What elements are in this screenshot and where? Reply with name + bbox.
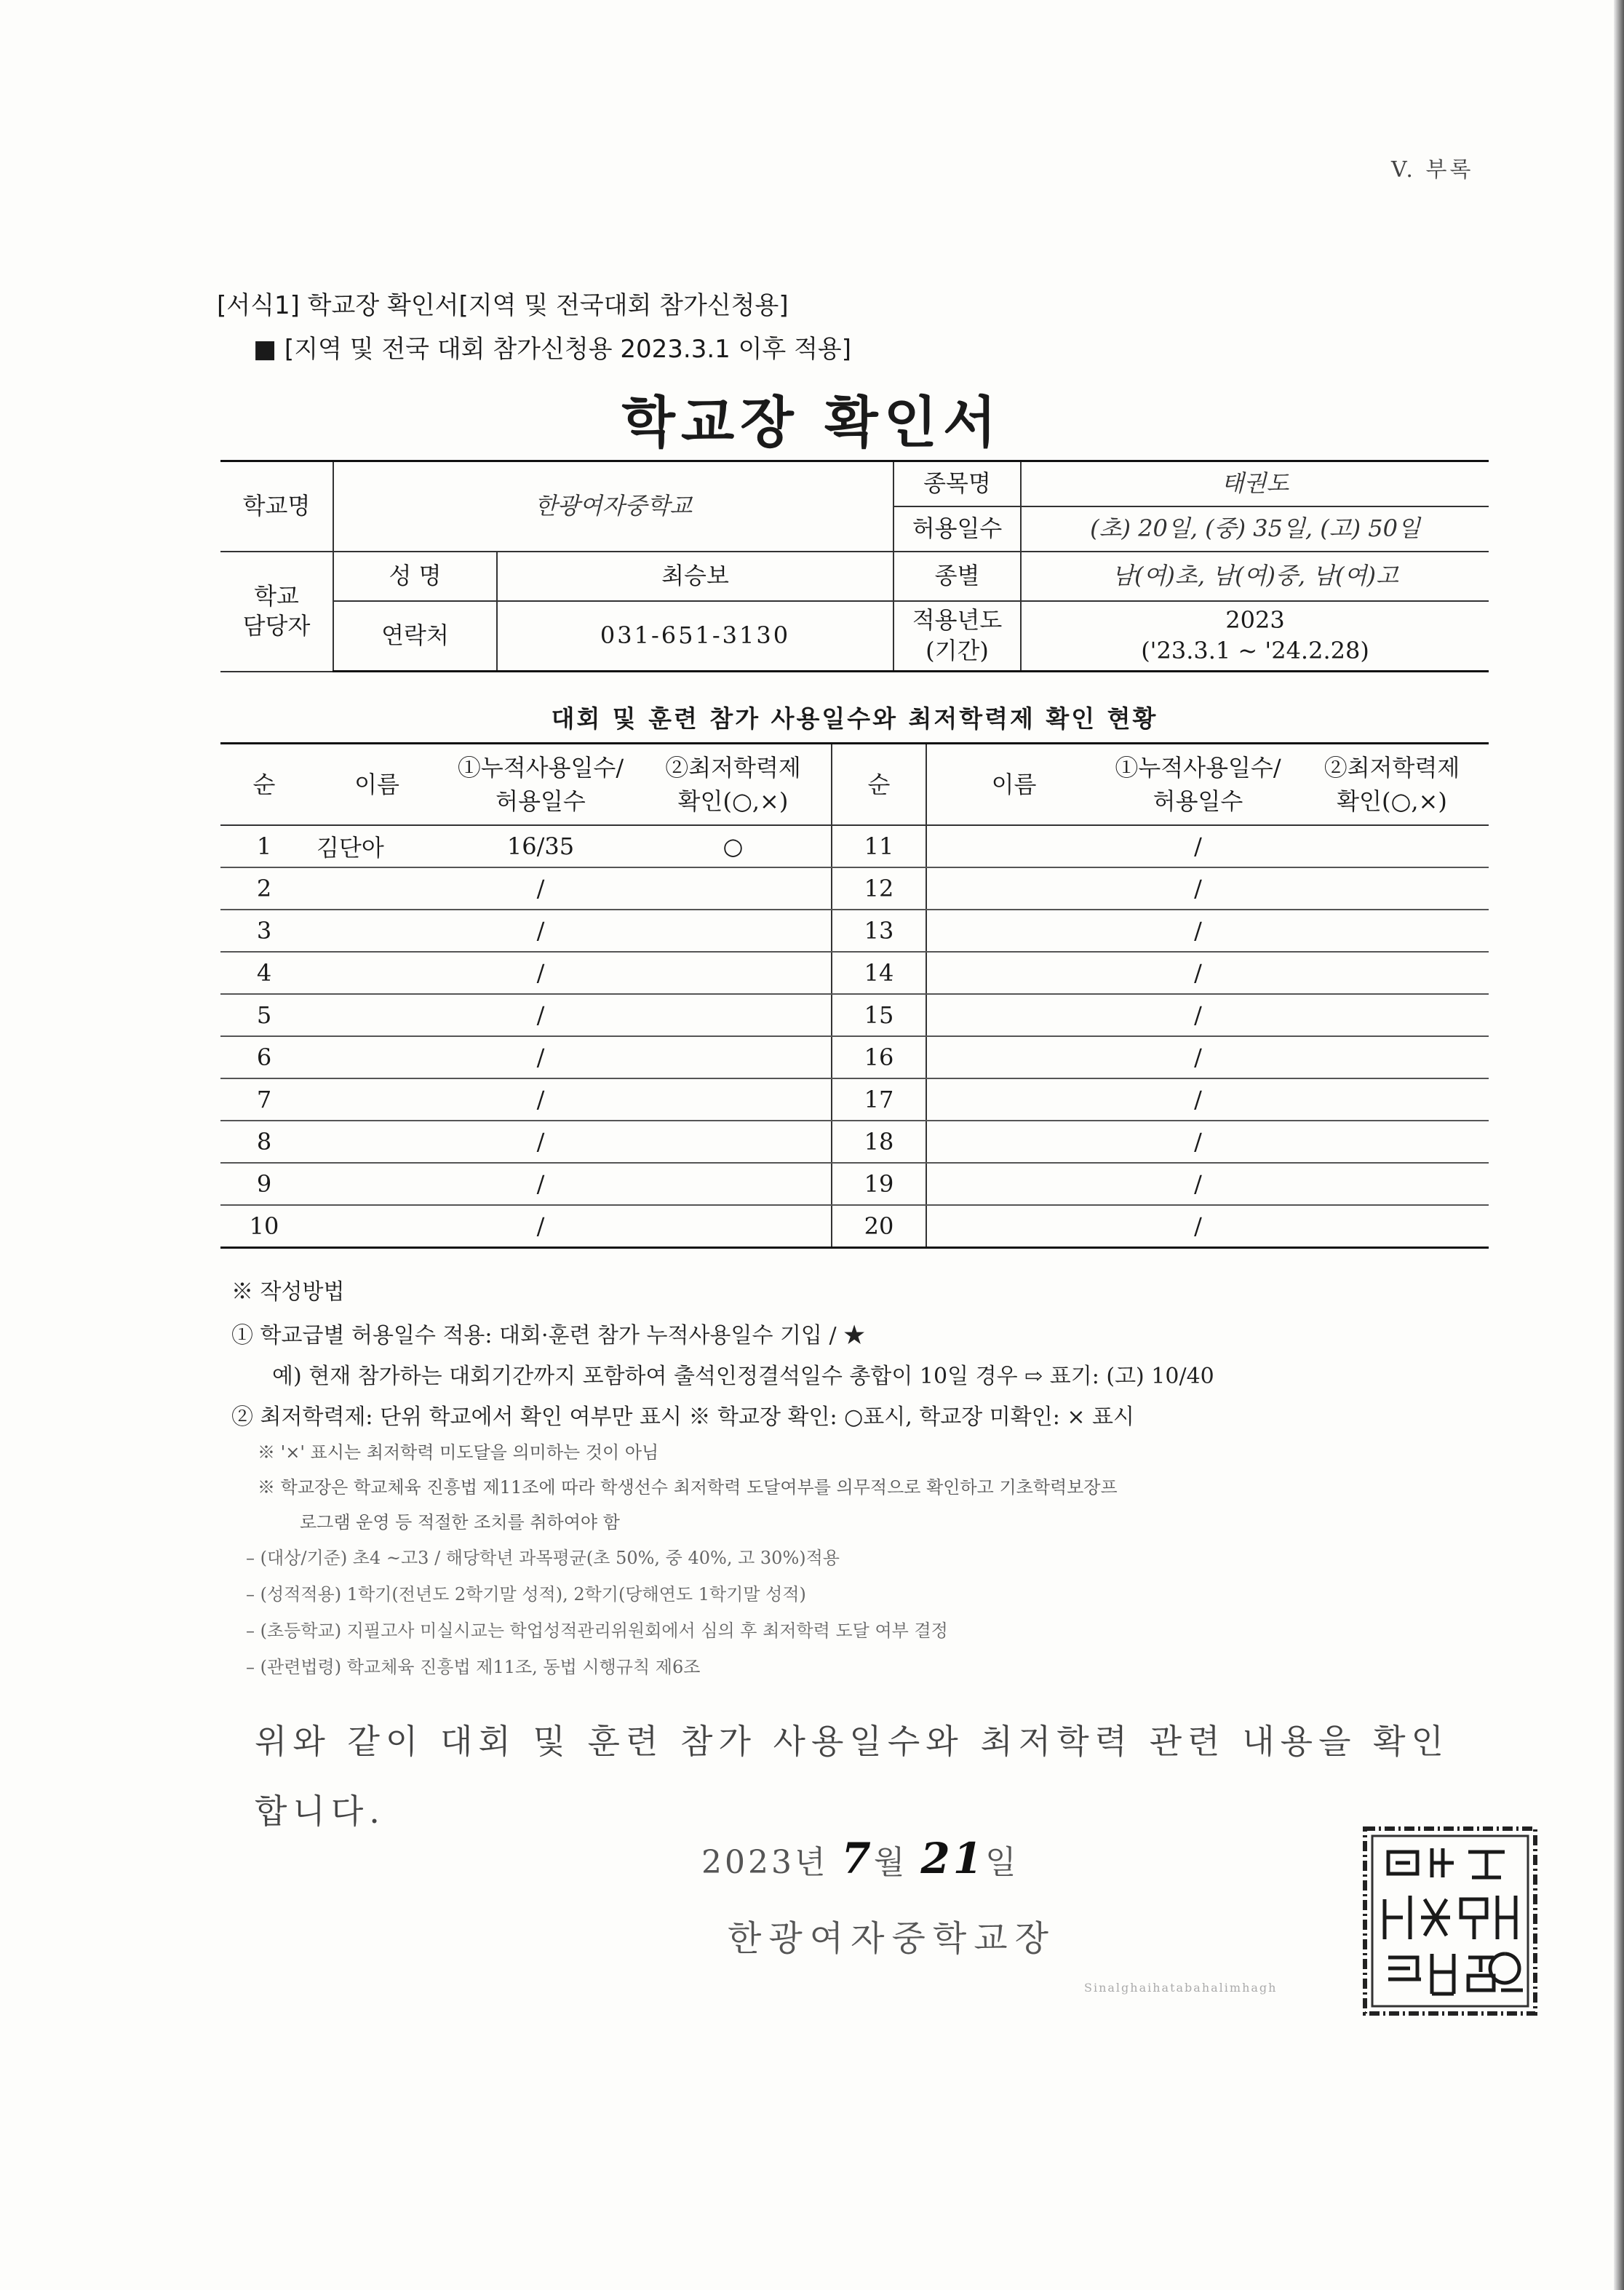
row-num: 4: [220, 952, 308, 994]
row-check: [635, 952, 832, 994]
row-num-2: 13: [832, 910, 926, 952]
header-check: ②최저학력제 확인(○,×): [635, 744, 832, 826]
row-name: [308, 952, 446, 994]
row-num: 5: [220, 994, 308, 1036]
row-check: [635, 994, 832, 1036]
table-row: [220, 1205, 1489, 1248]
table-row: [220, 910, 1489, 952]
allowed-days-label: 허용일수: [893, 506, 1021, 552]
row-days-2: /: [1101, 952, 1295, 994]
row-name: [308, 994, 446, 1036]
row-num: 9: [220, 1163, 308, 1205]
row-num: 7: [220, 1078, 308, 1121]
row-days-2: /: [1101, 825, 1295, 867]
row-name: [308, 1121, 446, 1163]
document-title: 학교장 확인서: [621, 390, 1003, 455]
row-num: 3: [220, 910, 308, 952]
row-name-2: [926, 994, 1101, 1036]
row-days: /: [446, 1036, 635, 1078]
row-name-2: [926, 867, 1101, 910]
row-check: ○: [635, 825, 832, 867]
allowed-days-value: (초) 20일, (중) 35일, (고) 50일: [1021, 506, 1489, 552]
official-seal: [1359, 1823, 1541, 2022]
date-year: 2023년: [701, 1844, 829, 1881]
contact-name-label: 성 명: [333, 552, 497, 601]
usage-table: [220, 742, 1489, 1249]
row-name: [308, 867, 446, 910]
header-name: 이름: [308, 744, 446, 826]
table-row: [220, 1121, 1489, 1163]
row-name: [308, 1078, 446, 1121]
note-law: – (관련법령) 학교체육 진흥법 제11조, 동법 시행규칙 제6조: [246, 1657, 701, 1677]
row-days-2: /: [1101, 994, 1295, 1036]
row-name-2: [926, 1036, 1101, 1078]
row-name: 김단아: [308, 825, 446, 867]
date-day-unit: 일: [985, 1844, 1019, 1881]
row-days-2: /: [1101, 1036, 1295, 1078]
section-title: 대회 및 훈련 참가 사용일수와 최저학력제 확인 현황: [551, 704, 1158, 733]
header-num: 순: [220, 744, 308, 826]
row-num: 10: [220, 1205, 308, 1248]
header-days: ①누적사용일수/ 허용일수: [446, 744, 635, 826]
form-caption: [서식1] 학교장 확인서[지역 및 전국대회 참가신청용]: [217, 291, 789, 320]
row-num-2: 19: [832, 1163, 926, 1205]
row-check: [635, 1036, 832, 1078]
note-elementary: – (초등학교) 지필고사 미실시교는 학업성적관리위원회에서 심의 후 최저학력 도달 여부 결정: [246, 1621, 948, 1641]
row-check-2: [1295, 910, 1489, 952]
row-days-2: /: [1101, 1163, 1295, 1205]
row-num-2: 12: [832, 867, 926, 910]
confirmation-text: 위와 같이 대회 및 훈련 참가 사용일수와 최저학력 관련 내용을 확인합니다.: [255, 1722, 1449, 1831]
school-name-value: 한광여자중학교: [333, 461, 893, 552]
row-check-2: [1295, 1078, 1489, 1121]
note-target: – (대상/기준) 초4 ~고3 / 해당학년 과목평균(초 50%, 중 40%, 고 30%)적용: [246, 1548, 840, 1568]
note-2-b: ※ 학교장은 학교체육 진흥법 제11조에 따라 학생선수 최저학력 도달여부를 의무적으로 확인하고 기초학력보장프: [258, 1477, 1118, 1498]
row-check: [635, 1205, 832, 1248]
row-days: /: [446, 1205, 635, 1248]
note-1-example: 예) 현재 참가하는 대회기간까지 포함하여 출석인정결석일수 총합이 10일 경우 ⇨ 표기: (고) 10/40: [272, 1364, 1214, 1389]
row-days-2: /: [1101, 1121, 1295, 1163]
table-row: [220, 867, 1489, 910]
note-2-b-cont: 로그램 운영 등 적절한 조치를 취하여야 함: [300, 1512, 620, 1532]
note-1: ① 학교급별 허용일수 적용: 대회·훈련 참가 누적사용일수 기입 / ★: [231, 1323, 866, 1348]
table-row: [220, 994, 1489, 1036]
row-name-2: [926, 1078, 1101, 1121]
header-num-2: 순: [832, 744, 926, 826]
row-check-2: [1295, 994, 1489, 1036]
note-grades: – (성적적용) 1학기(전년도 2학기말 성적), 2학기(당해연도 1학기말 성적): [246, 1584, 806, 1605]
table-row: [220, 825, 1489, 867]
row-check: [635, 1121, 832, 1163]
header-days-2: ①누적사용일수/ 허용일수: [1101, 744, 1295, 826]
row-name: [308, 1036, 446, 1078]
faint-stamp-text: Sinalghaihatabahalimhagh: [1084, 1981, 1278, 1995]
date-month-unit: 월: [873, 1844, 908, 1881]
row-days: /: [446, 1163, 635, 1205]
year-value: 2023: [1225, 606, 1285, 635]
row-name-2: [926, 952, 1101, 994]
row-num: 1: [220, 825, 308, 867]
category-label: 종별: [893, 552, 1021, 601]
appendix-label: V. 부록: [1391, 157, 1474, 183]
header-name-2: 이름: [926, 744, 1101, 826]
table-row: [220, 952, 1489, 994]
row-num-2: 14: [832, 952, 926, 994]
note-2: ② 최저학력제: 단위 학교에서 확인 여부만 표시 ※ 학교장 확인: ○표시, 학교장 미확인: × 표시: [231, 1404, 1135, 1430]
row-num-2: 20: [832, 1205, 926, 1248]
contact-name-value: 최승보: [497, 552, 893, 601]
row-check-2: [1295, 867, 1489, 910]
row-check-2: [1295, 1036, 1489, 1078]
row-check: [635, 1163, 832, 1205]
form-subcaption: ■ [지역 및 전국 대회 참가신청용 2023.3.1 이후 적용]: [253, 335, 852, 364]
sport-label: 종목명: [893, 461, 1021, 507]
row-days: /: [446, 1078, 635, 1121]
row-check: [635, 1078, 832, 1121]
row-num: 2: [220, 867, 308, 910]
notes-heading: ※ 작성방법: [231, 1279, 345, 1305]
row-check: [635, 867, 832, 910]
row-num-2: 18: [832, 1121, 926, 1163]
signature-date: [701, 1834, 1019, 1883]
row-check-2: [1295, 1121, 1489, 1163]
row-name-2: [926, 1205, 1101, 1248]
school-name-label: 학교명: [220, 461, 333, 552]
row-days-2: /: [1101, 1078, 1295, 1121]
header-check-2: ②최저학력제 확인(○,×): [1295, 744, 1489, 826]
row-days: 16/35: [446, 825, 635, 867]
note-2-a: ※ '×' 표시는 최저학력 미도달을 의미하는 것이 아님: [258, 1442, 659, 1463]
row-check-2: [1295, 825, 1489, 867]
row-check-2: [1295, 952, 1489, 994]
category-value: 남(여)초, 남(여)중, 남(여)고: [1021, 552, 1489, 601]
row-days: /: [446, 994, 635, 1036]
year-label: 적용년도 (기간): [893, 601, 1021, 672]
row-days: /: [446, 952, 635, 994]
row-days-2: /: [1101, 1205, 1295, 1248]
row-num-2: 16: [832, 1036, 926, 1078]
row-days-2: /: [1101, 867, 1295, 910]
row-name-2: [926, 1163, 1101, 1205]
info-table: [220, 460, 1489, 672]
table-row: [220, 1036, 1489, 1078]
row-check-2: [1295, 1205, 1489, 1248]
seal-icon: [1359, 1823, 1541, 2019]
sport-value: 태권도: [1021, 461, 1489, 507]
row-days: /: [446, 910, 635, 952]
row-name-2: [926, 910, 1101, 952]
instructions: [231, 1273, 1483, 1685]
contact-phone-label: 연락처: [333, 601, 497, 672]
row-num: 6: [220, 1036, 308, 1078]
row-check-2: [1295, 1163, 1489, 1205]
row-days: /: [446, 867, 635, 910]
row-check: [635, 910, 832, 952]
row-days-2: /: [1101, 910, 1295, 952]
row-name-2: [926, 1121, 1101, 1163]
row-name-2: [926, 825, 1101, 867]
page-edge-shadow: [1614, 0, 1624, 2290]
year-period: ('23.3.1 ~ '24.2.28): [1141, 637, 1369, 664]
row-name: [308, 1205, 446, 1248]
usage-header-row: [220, 744, 1489, 826]
row-num-2: 11: [832, 825, 926, 867]
date-day: 21: [920, 1834, 986, 1883]
row-name: [308, 910, 446, 952]
table-row: [220, 1163, 1489, 1205]
year-cell: [1021, 601, 1489, 672]
row-num-2: 15: [832, 994, 926, 1036]
table-row: [220, 1078, 1489, 1121]
row-num: 8: [220, 1121, 308, 1163]
date-month: 7: [841, 1834, 874, 1883]
row-num-2: 17: [832, 1078, 926, 1121]
row-name: [308, 1163, 446, 1205]
contact-group-label: 학교 담당자: [220, 552, 333, 672]
contact-phone-value: 031-651-3130: [497, 601, 893, 672]
row-days: /: [446, 1121, 635, 1163]
principal-signature: 한광여자중학교장: [728, 1918, 1056, 1959]
